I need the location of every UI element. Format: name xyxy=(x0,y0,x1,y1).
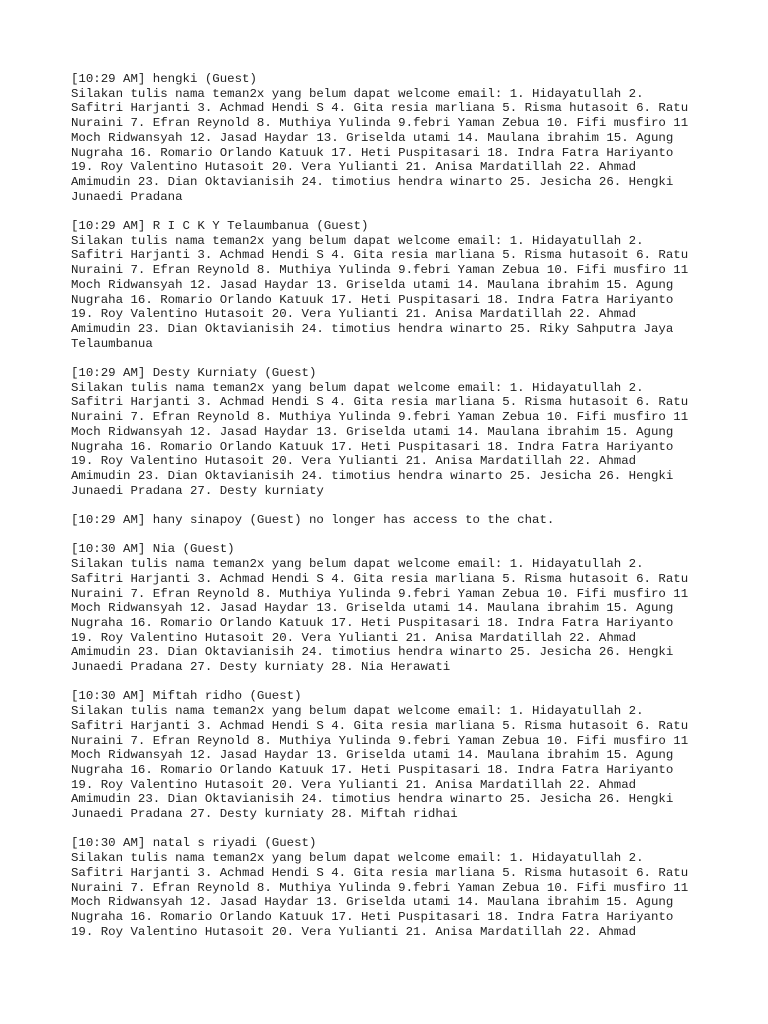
chat-message xyxy=(71,542,708,674)
system-notice xyxy=(71,513,708,528)
message-body: Silakan tulis nama teman2x yang belum dapat welcome email: 1. Hidayatullah 2. Safitri Harjanti 3. Achmad Hendi S 4. Gita resia marliana 5. Risma hutasoit 6. Ratu Nuraini 7. Efran Reynold 8. Muthiya Yulinda 9.febri Yaman Zebua 10. Fifi musfiro 11 Moch Ridwansyah 12. Jasad Haydar 13. Griselda utami 14. Maulana ibrahim 15. Agung Nugraha 16. Romario Orlando Katuuk 17. Heti Puspitasari 18. Indra Fatra Hariyanto 19. Roy Valentino Hutasoit 20. Vera Yulianti 21. Anisa Mardatillah 22. Ahmad xyxy=(71,851,689,939)
message-header: [10:29 AM] R I C K Y Telaumbanua (Guest) xyxy=(71,219,369,234)
message-body: Silakan tulis nama teman2x yang belum dapat welcome email: 1. Hidayatullah 2. Safitri Harjanti 3. Achmad Hendi S 4. Gita resia marliana 5. Risma hutasoit 6. Ratu Nuraini 7. Efran Reynold 8. Muthiya Yulinda 9.febri Yaman Zebua 10. Fifi musfiro 11 Moch Ridwansyah 12. Jasad Haydar 13. Griselda utami 14. Maulana ibrahim 15. Agung Nugraha 16. Romario Orlando Katuuk 17. Heti Puspitasari 18. Indra Fatra Hariyanto 19. Roy Valentino Hutasoit 20. Vera Yulianti 21. Anisa Mardatillah 22. Ahmad Amimudin 23. Dian Oktavianisih 24. timotius hendra winarto 25. Jesicha 26. Hengki Junaedi Pradana 27. Desty kurniaty 28. Nia Herawati xyxy=(71,557,689,675)
message-body: Silakan tulis nama teman2x yang belum dapat welcome email: 1. Hidayatullah 2. Safitri Harjanti 3. Achmad Hendi S 4. Gita resia marliana 5. Risma hutasoit 6. Ratu Nuraini 7. Efran Reynold 8. Muthiya Yulinda 9.febri Yaman Zebua 10. Fifi musfiro 11 Moch Ridwansyah 12. Jasad Haydar 13. Griselda utami 14. Maulana ibrahim 15. Agung Nugraha 16. Romario Orlando Katuuk 17. Heti Puspitasari 18. Indra Fatra Hariyanto 19. Roy Valentino Hutasoit 20. Vera Yulianti 21. Anisa Mardatillah 22. Ahmad Amimudin 23. Dian Oktavianisih 24. timotius hendra winarto 25. Riky Sahputra Jaya Telaumbanua xyxy=(71,233,689,351)
message-header: [10:29 AM] Desty Kurniaty (Guest) xyxy=(71,366,317,381)
message-body: Silakan tulis nama teman2x yang belum dapat welcome email: 1. Hidayatullah 2. Safitri Harjanti 3. Achmad Hendi S 4. Gita resia marliana 5. Risma hutasoit 6. Ratu Nuraini 7. Efran Reynold 8. Muthiya Yulinda 9.febri Yaman Zebua 10. Fifi musfiro 11 Moch Ridwansyah 12. Jasad Haydar 13. Griselda utami 14. Maulana ibrahim 15. Agung Nugraha 16. Romario Orlando Katuuk 17. Heti Puspitasari 18. Indra Fatra Hariyanto 19. Roy Valentino Hutasoit 20. Vera Yulianti 21. Anisa Mardatillah 22. Ahmad Amimudin 23. Dian Oktavianisih 24. timotius hendra winarto 25. Jesicha 26. Hengki Junaedi Pradana 27. Desty kurniaty 28. Miftah ridhai xyxy=(71,704,689,822)
chat-message xyxy=(71,72,708,204)
chat-message xyxy=(71,219,708,351)
chat-message xyxy=(71,836,708,939)
message-header: [10:30 AM] Miftah ridho (Guest) xyxy=(71,689,302,704)
message-body: Silakan tulis nama teman2x yang belum dapat welcome email: 1. Hidayatullah 2. Safitri Harjanti 3. Achmad Hendi S 4. Gita resia marliana 5. Risma hutasoit 6. Ratu Nuraini 7. Efran Reynold 8. Muthiya Yulinda 9.febri Yaman Zebua 10. Fifi musfiro 11 Moch Ridwansyah 12. Jasad Haydar 13. Griselda utami 14. Maulana ibrahim 15. Agung Nugraha 16. Romario Orlando Katuuk 17. Heti Puspitasari 18. Indra Fatra Hariyanto 19. Roy Valentino Hutasoit 20. Vera Yulianti 21. Anisa Mardatillah 22. Ahmad Amimudin 23. Dian Oktavianisih 24. timotius hendra winarto 25. Jesicha 26. Hengki Junaedi Pradana xyxy=(71,86,689,204)
system-notice-text: [10:29 AM] hany sinapoy (Guest) no longer has access to the chat. xyxy=(71,513,555,528)
chat-message xyxy=(71,366,708,498)
message-body: Silakan tulis nama teman2x yang belum dapat welcome email: 1. Hidayatullah 2. Safitri Harjanti 3. Achmad Hendi S 4. Gita resia marliana 5. Risma hutasoit 6. Ratu Nuraini 7. Efran Reynold 8. Muthiya Yulinda 9.febri Yaman Zebua 10. Fifi musfiro 11 Moch Ridwansyah 12. Jasad Haydar 13. Griselda utami 14. Maulana ibrahim 15. Agung Nugraha 16. Romario Orlando Katuuk 17. Heti Puspitasari 18. Indra Fatra Hariyanto 19. Roy Valentino Hutasoit 20. Vera Yulianti 21. Anisa Mardatillah 22. Ahmad Amimudin 23. Dian Oktavianisih 24. timotius hendra winarto 25. Jesicha 26. Hengki Junaedi Pradana 27. Desty kurniaty xyxy=(71,380,689,498)
message-header: [10:29 AM] hengki (Guest) xyxy=(71,72,257,86)
message-header: [10:30 AM] natal s riyadi (Guest) xyxy=(71,836,317,851)
message-header: [10:30 AM] Nia (Guest) xyxy=(71,542,235,557)
chat-message xyxy=(71,689,708,821)
